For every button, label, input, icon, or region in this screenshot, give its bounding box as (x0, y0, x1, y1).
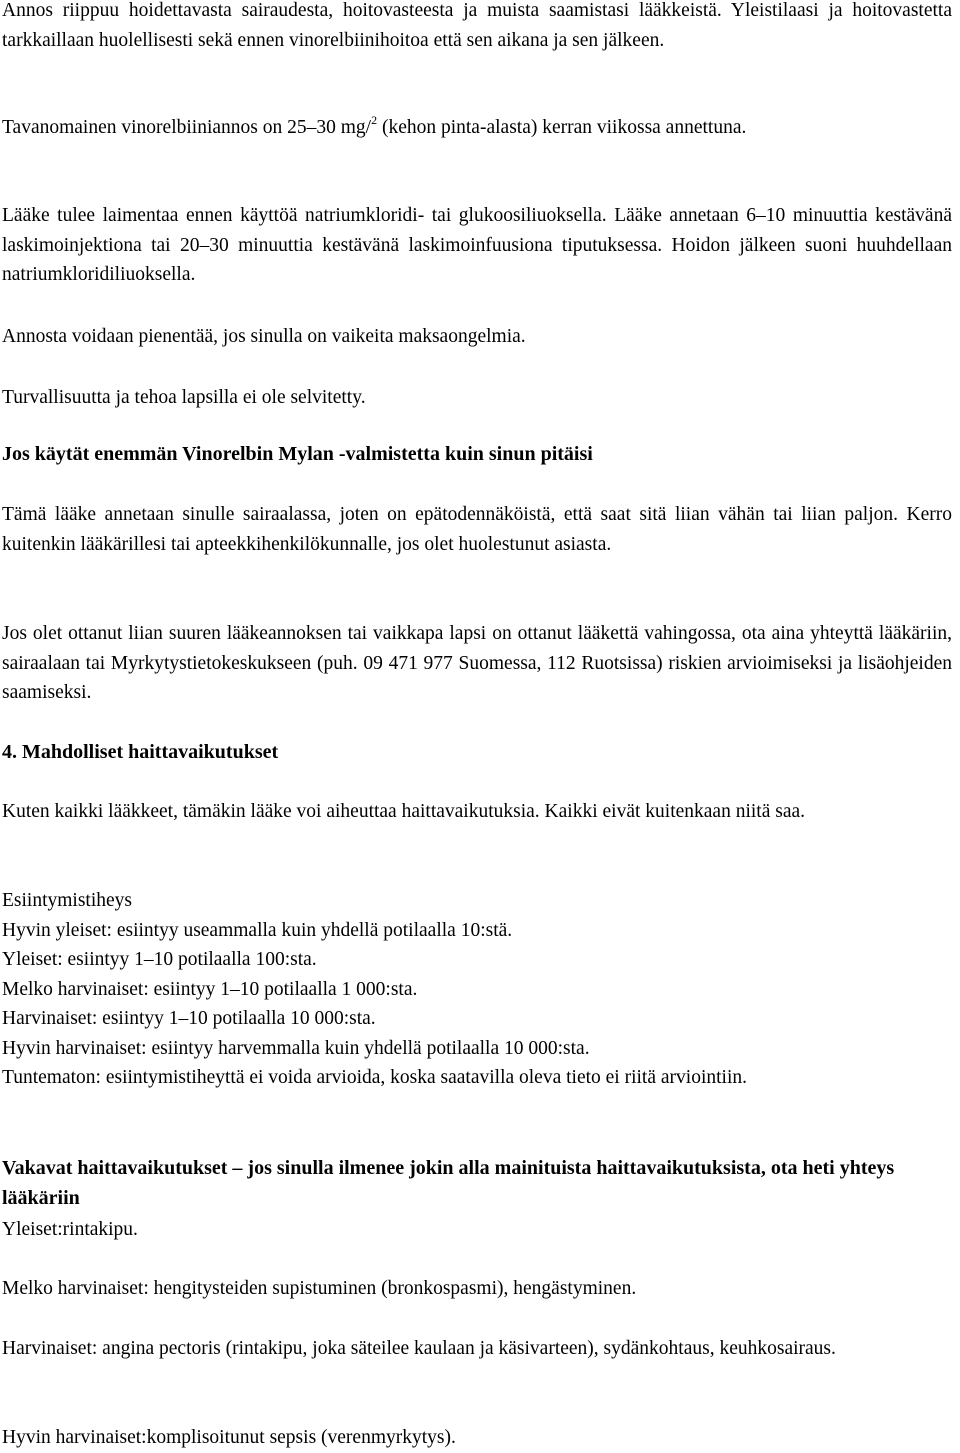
serious-side-effects-heading: Vakavat haittavaikutukset – jos sinulla ilmenee jokin alla mainituista haittavaikutuksista, ota heti yhteys lääkäriin (2, 1157, 895, 1209)
serious-very-rare-item: Hyvin harvinaiset:komplisoitunut sepsis (verenmyrkytys). (2, 1427, 456, 1448)
section4-heading: 4. Mahdolliset haittavaikutukset (2, 741, 279, 763)
usual-dose-paragraph (2, 113, 952, 143)
usual-dose-text-cont: (kehon pinta-alasta) kerran viikossa annettuna. (377, 117, 747, 138)
frequency-block (2, 886, 952, 1093)
frequency-item: Harvinaiset: esiintyy 1–10 potilaalla 10 000:sta. (2, 1008, 376, 1029)
side-effects-intro-paragraph: Kuten kaikki lääkkeet, tämäkin lääke voi aiheuttaa haittavaikutuksia. Kaikki eivät kuitenkaan niitä saa. (2, 801, 806, 822)
hospital-administration-paragraph: Tämä lääke annetaan sinulle sairaalassa, joten on epätodennäköistä, että saat sitä liian vähän tai liian paljon. Kerro kuitenkin lääkärillesi tai apteekkihenkilökunnalle, jos olet huolestunut asiasta. (2, 504, 952, 555)
usual-dose-text: Tavanomainen vinorelbiiniannos on 25–30 mg/ (2, 117, 372, 138)
children-safety-paragraph: Turvallisuutta ja tehoa lapsilla ei ole selvitetty. (2, 387, 366, 408)
overdose-contact-paragraph: Jos olet ottanut liian suuren lääkeannoksen tai vaikkapa lapsi on ottanut lääkettä vahingossa, ota aina yhteyttä lääkäriin, sairaalaan tai Myrkytystietokeskukseen (puh. 09 471 977 Suomessa, 112 Ruotsissa) riskien arvioimiseksi ja lisäohjeiden saamiseksi. (2, 623, 952, 703)
overdose-heading: Jos käytät enemmän Vinorelbin Mylan -valmistetta kuin sinun pitäisi (2, 443, 593, 465)
frequency-item: Tuntematon: esiintymistiheyttä ei voida arvioida, koska saatavilla oleva tieto ei riitä arviointiin. (2, 1067, 747, 1088)
frequency-item: Hyvin yleiset: esiintyy useammalla kuin yhdellä potilaalla 10:stä. (2, 919, 513, 941)
frequency-item: Melko harvinaiset: esiintyy 1–10 potilaalla 1 000:sta. (2, 978, 418, 1000)
frequency-title: Esiintymistiheys (2, 890, 133, 911)
serious-common-item: Yleiset:rintakipu. (2, 1219, 138, 1240)
frequency-item: Yleiset: esiintyy 1–10 potilaalla 100:sta. (2, 949, 317, 970)
serious-rare-item: Harvinaiset: angina pectoris (rintakipu, joka säteilee kaulaan ja käsivarteen), sydänkohtaus, keuhkosairaus. (2, 1338, 836, 1359)
dose-depends-paragraph: Annos riippuu hoidettavasta sairaudesta, hoitovasteesta ja muista saamistasi lääkkeistä. Yleistilaasi ja hoitovastetta tarkkaillaan huolellisesti sekä ennen vinorelbiinihoitoa että sen aikana ja sen jälkeen. (2, 0, 952, 51)
frequency-item: Hyvin harvinaiset: esiintyy harvemmalla kuin yhdellä potilaalla 10 000:sta. (2, 1037, 590, 1059)
dilution-paragraph: Lääke tulee laimentaa ennen käyttöä natriumkloridi- tai glukoosiliuoksella. Lääke annetaan 6–10 minuuttia kestävänä laskimoinjektiona tai 20–30 minuuttia kestävänä laskimoinfuusiona tiputuksessa. Hoidon jälkeen suoni huuhdellaan natriumkloridiliuoksella. (2, 205, 952, 285)
dose-superscript: 2 (371, 113, 378, 127)
dose-reduction-paragraph: Annosta voidaan pienentää, jos sinulla on vaikeita maksaongelmia. (2, 326, 526, 347)
serious-uncommon-item: Melko harvinaiset: hengitysteiden supistuminen (bronkospasmi), hengästyminen. (2, 1278, 637, 1299)
